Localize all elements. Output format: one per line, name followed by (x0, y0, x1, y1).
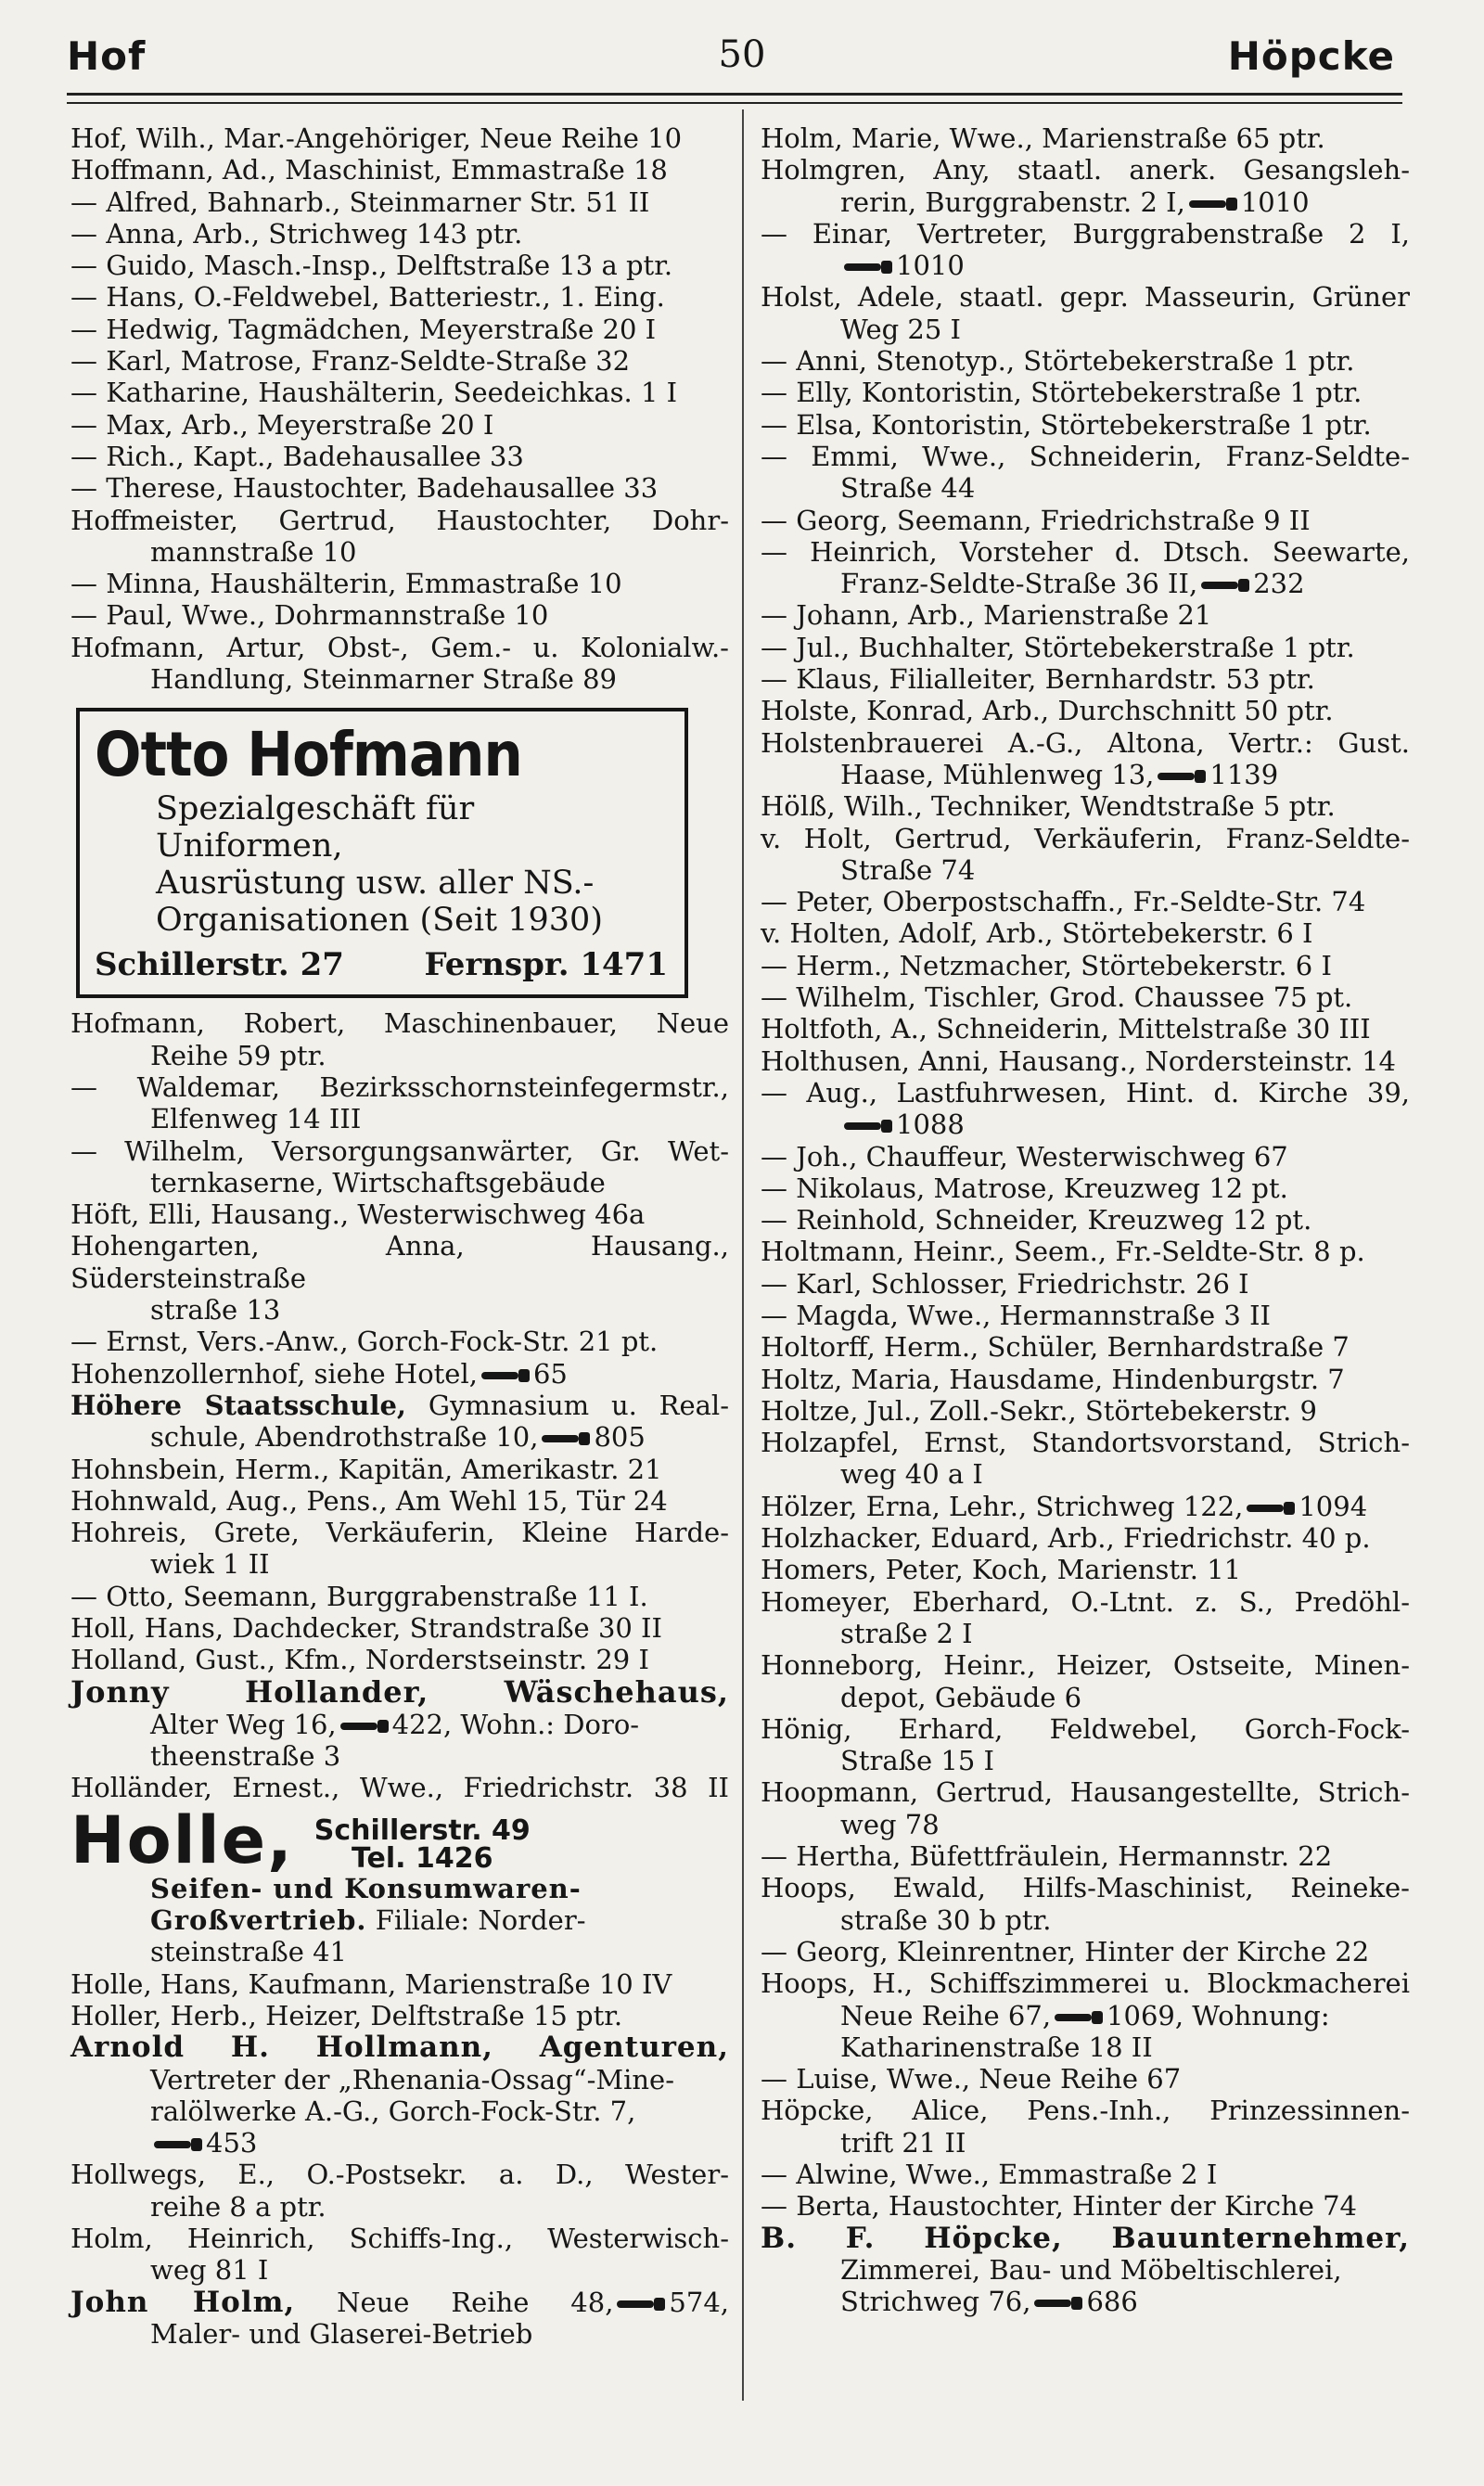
entry-text: Hoopmann, Gertrud, Hausangestellte, Strich- (761, 1776, 1410, 1809)
entry-continuation (70, 1103, 729, 1134)
entry-text: Holl, Hans, Dachdecker, Strandstraße 30 II (70, 1611, 662, 1644)
entry-text: — Paul, Wwe., Dohrmannstraße 10 (70, 599, 549, 632)
directory-entry (70, 1071, 729, 1103)
entry-hoepcke-bau (761, 2223, 1410, 2254)
entry-continuation: Vertreter der „Rhenania-Ossag“-Mine- (150, 2063, 675, 2095)
entry-continuation: ralölwerke A.-G., Gorch-Fock-Str. 7, (150, 2095, 636, 2127)
directory-entry (761, 1013, 1410, 1044)
entry-text: — Anni, Stenotyp., Störtebekerstraße 1 ptr. (761, 345, 1355, 378)
entry-continuation (70, 663, 729, 695)
entry-text: — Elly, Kontoristin, Störtebekerstraße 1 ptr. (761, 377, 1362, 409)
directory-entry (761, 886, 1410, 917)
directory-entry (70, 218, 729, 250)
directory-entry (761, 950, 1410, 981)
entry-text: ternkaserne, Wirtschaftsgebäude (150, 1166, 606, 1198)
entry-text: weg 78 (840, 1808, 940, 1840)
entry-continuation (70, 2254, 729, 2286)
entry-text: — Einar, Vertreter, Burggrabenstraße 2 I, (761, 217, 1410, 250)
directory-entry (70, 377, 729, 408)
entry-name: Jonny Hollander, Wäschehaus, (70, 1673, 729, 1710)
entry-text: — Max, Arb., Meyerstraße 20 I (70, 408, 494, 441)
directory-entry (70, 599, 729, 631)
telephone-icon (617, 2298, 665, 2311)
entry-text: Gymnasium u. Real- (406, 1389, 729, 1421)
entry-text: — Jul., Buchhalter, Störtebekerstraße 1 ptr. (761, 631, 1355, 663)
entry-continuation: Zimmerei, Bau- und Möbeltischlerei, (840, 2253, 1342, 2286)
telephone-icon (154, 2138, 202, 2151)
telephone-icon (481, 1369, 530, 1382)
entry-continuation (761, 759, 1410, 790)
entry-text: Straße 44 (840, 472, 976, 505)
phone-number: 1069, Wohnung: (1107, 1999, 1330, 2031)
directory-entry (70, 1390, 729, 1421)
directory-entry (761, 2095, 1410, 2126)
entry-text: v. Holten, Adolf, Arb., Störtebekerstr. 6 I (761, 917, 1313, 950)
entry-text: Franz-Seldte-Straße 36 II, (840, 568, 1198, 600)
entry-continuation (70, 1709, 729, 1740)
entry-text: — Therese, Haustochter, Badehausallee 33 (70, 472, 659, 505)
ad-footer (95, 946, 668, 983)
entry-text: Holtorff, Herm., Schüler, Bernhardstraße 7 (761, 1331, 1350, 1364)
entry-text: weg 81 I (150, 2254, 269, 2287)
directory-entry (761, 218, 1410, 250)
entry-text: Hohengarten, Anna, Hausang., Südersteinstraße (70, 1230, 729, 1294)
entry-text: — Herm., Netzmacher, Störtebekerstr. 6 I (761, 949, 1332, 981)
entry-continuation (761, 472, 1410, 504)
directory-entry (70, 154, 729, 186)
entry-text: Holmgren, Any, staatl. anerk. Gesangsleh- (761, 154, 1410, 186)
entry-name: Höhere Staatsschule, (70, 1389, 407, 1421)
entry-text: weg 40 a I (840, 1458, 983, 1491)
directory-entry (70, 314, 729, 345)
directory-entry (70, 1517, 729, 1548)
entry-text: — Luise, Wwe., Neue Reihe 67 (761, 2063, 1182, 2095)
entry-text: Handlung, Steinmarner Straße 89 (150, 663, 617, 696)
entry-text: Holler, Herb., Heizer, Delftstraße 15 ptr. (70, 1999, 623, 2031)
directory-entry (761, 1173, 1410, 1204)
entry-continuation (70, 1167, 729, 1198)
entry-text: Hohnsbein, Herm., Kapitän, Amerikastr. 21 (70, 1453, 662, 1485)
directory-entry (761, 1522, 1410, 1554)
phone-number: 232 (1253, 568, 1305, 600)
ad-title: Otto Hofmann (95, 719, 522, 791)
entry-text: Holzapfel, Ernst, Standortsvorstand, Strich- (761, 1427, 1410, 1459)
entry-text: Hofmann, Robert, Maschinenbauer, Neue (70, 1007, 729, 1040)
header-rule-2 (67, 102, 1402, 104)
directory-entry (761, 1204, 1410, 1236)
entry-continuation (761, 2031, 1410, 2063)
entry-text: Holstenbrauerei A.-G., Altona, Vertr.: Gust. (761, 726, 1410, 759)
ad-holle-line: steinstraße 41 (150, 1936, 347, 1968)
entry-continuation (70, 536, 729, 568)
entry-text: Straße 15 I (840, 1745, 994, 1777)
ad-holle-phone: Tel. 1426 (352, 1841, 493, 1875)
entry-name: Arnold H. Hollmann, Agenturen, (70, 2031, 729, 2065)
entry-text: Höpcke, Alice, Pens.-Inh., Prinzessinnen- (761, 2095, 1410, 2127)
ad-address: Schillerstr. 27 (95, 946, 344, 984)
entry-text: — Wilhelm, Versorgungsanwärter, Gr. Wet- (70, 1134, 729, 1167)
entry-text: Hoops, Ewald, Hilfs-Maschinist, Reineke- (761, 1872, 1410, 1904)
entry-text: — Guido, Masch.-Insp., Delftstraße 13 a ptr. (70, 250, 673, 282)
entry-continuation (761, 1809, 1410, 1840)
entry-text: schule, Abendrothstraße 10, (150, 1421, 539, 1454)
directory-entry (70, 1135, 729, 1167)
directory-entry (70, 505, 729, 536)
directory-entry (761, 1300, 1410, 1331)
entry-continuation (761, 568, 1410, 599)
entry-text: — Peter, Oberpostschaffn., Fr.-Seldte-Str. 74 (761, 886, 1366, 918)
directory-entry (761, 1395, 1410, 1427)
directory-entry (70, 2223, 729, 2254)
entry-list-3 (70, 1968, 729, 2032)
entry-text: — Katharine, Haushälterin, Seedeichkas. 1 I (70, 377, 678, 409)
directory-entry (761, 1872, 1410, 1903)
header-left: Hof (67, 33, 147, 79)
entry-continuation (761, 1108, 1410, 1140)
telephone-icon (1055, 2011, 1103, 2024)
directory-entry (70, 441, 729, 472)
directory-entry (70, 568, 729, 599)
directory-entry (761, 1427, 1410, 1458)
entry-continuation (70, 2127, 729, 2159)
header-rule (67, 93, 1402, 96)
ad-holle-line (70, 1873, 729, 1904)
entry-continuation (70, 1548, 729, 1580)
directory-entry (70, 186, 729, 218)
directory-entry (761, 727, 1410, 759)
entry-text: Strichweg 76, (840, 2286, 1031, 2318)
entry-hollmann (70, 2031, 729, 2063)
entry-text: Reihe 59 ptr. (150, 1039, 326, 1071)
entry-text: — Otto, Seemann, Burggrabenstraße 11 I. (70, 1580, 648, 1612)
telephone-icon (1034, 2297, 1082, 2310)
page-number: 50 (718, 33, 766, 76)
entry-text: — Joh., Chauffeur, Westerwischweg 67 (761, 1140, 1288, 1173)
entry-text: Höft, Elli, Hausang., Westerwischweg 46a (70, 1198, 646, 1231)
phone-number: 1010 (1240, 186, 1310, 218)
entry-hollander (70, 1673, 729, 1710)
entry-continuation (761, 854, 1410, 886)
entry-list-4 (70, 2159, 729, 2286)
directory-entry (761, 981, 1410, 1013)
entry-text: — Hertha, Büfettfräulein, Hermannstr. 22 (761, 1840, 1333, 1873)
entry-text: Holm, Heinrich, Schiffs-Ing., Westerwisch- (70, 2223, 729, 2255)
entry-continuation (70, 1294, 729, 1326)
directory-entry (761, 1586, 1410, 1618)
ad-holle-line (70, 1904, 729, 1936)
entry-text: Filiale: Norder- (366, 1904, 586, 1937)
directory-entry (70, 1007, 729, 1039)
entry-text: — Anna, Arb., Strichweg 143 ptr. (70, 217, 523, 250)
entry-text: — Heinrich, Vorsteher d. Dtsch. Seewarte, (761, 535, 1410, 568)
phone-number: 1088 (896, 1108, 965, 1141)
entry-text: Hölß, Wilh., Techniker, Wendtstraße 5 ptr. (761, 790, 1336, 823)
directory-entry (70, 1358, 729, 1390)
directory-entry (761, 2190, 1410, 2222)
entry-text: reihe 8 a ptr. (150, 2190, 326, 2223)
phone-number: 805 (594, 1421, 646, 1454)
entry-text: Haase, Mühlenweg 13, (840, 758, 1155, 790)
entry-text: — Karl, Matrose, Franz-Seldte-Straße 32 (70, 345, 631, 378)
entry-text: 453 (206, 2127, 258, 2159)
entry-text: — Ernst, Vers.-Anw., Gorch-Fock-Str. 21 pt. (70, 1326, 659, 1358)
entry-text: Alter Weg 16, (150, 1708, 337, 1740)
telephone-icon (542, 1432, 590, 1445)
left-column (70, 122, 729, 2350)
entry-text: Holm, Marie, Wwe., Marienstraße 65 ptr. (761, 122, 1325, 154)
directory-entry (761, 1649, 1410, 1681)
entry-continuation (761, 1682, 1410, 1713)
directory-entry (761, 1967, 1410, 1999)
directory-entry (761, 409, 1410, 441)
entry-continuation (70, 2191, 729, 2223)
entry-text: straße 13 (150, 1294, 281, 1326)
entry-text: Hoffmann, Ad., Maschinist, Emmastraße 18 (70, 154, 668, 186)
directory-entry (761, 632, 1410, 663)
entry-text: Holzhacker, Eduard, Arb., Friedrichstr. 40 p. (761, 1522, 1371, 1555)
right-column (761, 122, 1410, 2317)
ad-otto-hofmann (76, 708, 688, 998)
directory-entry (761, 599, 1410, 631)
directory-entry (70, 1612, 729, 1644)
directory-entry (761, 1141, 1410, 1173)
directory-entry (761, 1236, 1410, 1267)
entry-text: — Elsa, Kontoristin, Störtebekerstraße 1 ptr. (761, 408, 1372, 441)
directory-entry (70, 1326, 729, 1357)
directory-entry (761, 505, 1410, 536)
directory-entry (70, 1485, 729, 1517)
phone-number: 1139 (1209, 758, 1279, 790)
entry-text: — Magda, Wwe., Hermannstraße 3 II (761, 1299, 1271, 1331)
entry-text: v. Holt, Gertrud, Verkäuferin, Franz-Seldte- (761, 822, 1410, 854)
entry-text: Seifen- und Konsumwaren- (150, 1872, 582, 1904)
entry-text: trift 21 II (840, 2126, 966, 2159)
directory-entry (761, 1713, 1410, 1745)
entry-text: Holtze, Jul., Zoll.-Sekr., Störtebekerstr. 9 (761, 1394, 1317, 1427)
entry-text: — Aug., Lastfuhrwesen, Hint. d. Kirche 39, (761, 1076, 1410, 1108)
directory-entry (70, 409, 729, 441)
directory-entry (70, 1198, 729, 1230)
entry-text: 422, Wohn.: Doro- (391, 1708, 640, 1740)
entry-text: — Nikolaus, Matrose, Kreuzweg 12 pt. (761, 1172, 1288, 1204)
column-separator (742, 109, 744, 2401)
entry-text: Hohnwald, Aug., Pens., Am Wehl 15, Tür 24 (70, 1484, 668, 1517)
directory-entry (761, 2159, 1410, 2190)
directory-entry (761, 122, 1410, 154)
directory-entry (761, 1491, 1410, 1522)
directory-entry (70, 345, 729, 377)
directory-entry (761, 536, 1410, 568)
directory-entry (761, 1936, 1410, 1967)
directory-entry (761, 441, 1410, 472)
entry-text: — Klaus, Filialleiter, Bernhardstr. 53 ptr. (761, 663, 1315, 696)
directory-entry (761, 281, 1410, 313)
entry-text: — Johann, Arb., Marienstraße 21 (761, 599, 1212, 632)
entry-continuation: theenstraße 3 (150, 1740, 341, 1773)
entry-text: — Waldemar, Bezirksschornsteinfegermstr., (70, 1070, 729, 1103)
telephone-icon (844, 261, 892, 274)
ad-line: Ausrüstung usw. aller NS.- (156, 865, 595, 903)
directory-entry (761, 1364, 1410, 1395)
telephone-icon (1158, 770, 1206, 783)
ad-phone: Fernspr. 1471 (424, 946, 668, 984)
directory-entry (70, 250, 729, 281)
directory-entry (70, 122, 729, 154)
entry-text: — Alwine, Wwe., Emmastraße 2 I (761, 2159, 1218, 2190)
entry-text: Hoops, H., Schiffszimmerei u. Blockmacherei (761, 1967, 1410, 2000)
entry-text: — Karl, Schlosser, Friedrichstr. 26 I (761, 1267, 1249, 1300)
entry-text: Holland, Gust., Kfm., Norderstseinstr. 29 I (70, 1644, 649, 1676)
telephone-icon (844, 1120, 892, 1133)
entry-hollaender: Holländer, Ernest., Wwe., Friedrichstr. 38 II (70, 1772, 729, 1804)
directory-entry (761, 1045, 1410, 1077)
telephone-icon (1201, 579, 1249, 592)
entry-text: Großvertrieb. (150, 1904, 367, 1937)
telephone-icon (1189, 198, 1237, 211)
entry-list-1 (70, 122, 729, 695)
entry-text: mannstraße 10 (150, 535, 357, 568)
entry-text: rerin, Burggrabenstr. 2 I, (840, 186, 1185, 218)
entry-text: Neue Reihe 48, (295, 2286, 614, 2318)
entry-text: Hölzer, Erna, Lehr., Strichweg 122, (761, 1490, 1244, 1522)
entry-text: Elfenweg 14 III (150, 1103, 362, 1135)
directory-entry (70, 1230, 729, 1294)
phone-number: 1094 (1298, 1490, 1368, 1522)
entry-text: Homers, Peter, Koch, Marienstr. 11 (761, 1554, 1242, 1586)
phone-number: 65 (532, 1357, 568, 1390)
directory-entry (761, 823, 1410, 854)
entry-text: Holle, Hans, Kaufmann, Marienstraße 10 IV (70, 1967, 672, 2000)
entry-name: B. F. Höpcke, Bauunternehmer, (761, 2221, 1410, 2255)
entry-text: Hollwegs, E., O.-Postsekr. a. D., Wester- (70, 2159, 729, 2191)
entry-name: John Holm, (70, 2285, 296, 2319)
directory-entry (70, 1644, 729, 1675)
directory-entry (761, 1077, 1410, 1108)
entry-list-right (761, 122, 1410, 2223)
telephone-icon (340, 1720, 389, 1733)
directory-entry (761, 154, 1410, 186)
ad-holle (70, 1801, 729, 1968)
entry-text: straße 2 I (840, 1617, 973, 1649)
entry-text: — Berta, Haustochter, Hinter der Kirche 74 (761, 2190, 1357, 2223)
directory-entry (761, 695, 1410, 726)
entry-continuation (761, 2127, 1410, 2159)
entry-text: — Wilhelm, Tischler, Grod. Chaussee 75 pt. (761, 981, 1353, 1014)
entry-text: Neue Reihe 67, (840, 1999, 1052, 2031)
directory-entry (70, 281, 729, 313)
directory-entry (70, 1581, 729, 1612)
directory-entry (70, 472, 729, 504)
directory-entry (761, 1840, 1410, 1872)
entry-continuation (70, 1040, 729, 1071)
directory-entry (70, 1968, 729, 2000)
directory-entry (761, 2063, 1410, 2095)
entry-text: — Hans, O.-Feldwebel, Batteriestr., 1. Eing. (70, 281, 665, 314)
entry-text: Hofmann, Artur, Obst-, Gem.- u. Kolonialw.- (70, 631, 729, 663)
directory-entry (761, 917, 1410, 949)
entry-continuation (761, 2000, 1410, 2031)
entry-text: Katharinenstraße 18 II (840, 2031, 1153, 2063)
entry-text: Holst, Adele, staatl. gepr. Masseurin, Grüner (761, 281, 1410, 314)
entry-text: Hoffmeister, Gertrud, Haustochter, Dohr- (70, 504, 729, 536)
directory-entry (761, 1331, 1410, 1363)
entry-text: — Alfred, Bahnarb., Steinmarner Str. 51 II (70, 186, 650, 218)
entry-text: — Georg, Seemann, Friedrichstraße 9 II (761, 504, 1311, 536)
entry-continuation (70, 1421, 729, 1453)
directory-entry (761, 377, 1410, 408)
entry-continuation (761, 2286, 1410, 2317)
entry-text: Honneborg, Heinr., Heizer, Ostseite, Minen- (761, 1649, 1410, 1682)
directory-entry (761, 663, 1410, 695)
entry-text: straße 30 b ptr. (840, 1903, 1052, 1936)
entry-text: — Minna, Haushälterin, Emmastraße 10 (70, 568, 622, 600)
directory-entry (761, 1268, 1410, 1300)
entry-text: 574, (669, 2286, 729, 2318)
entry-text: Holtz, Maria, Hausdame, Hindenburgstr. 7 (761, 1363, 1345, 1395)
ad-line: Spezialgeschäft für Uniformen, (156, 790, 475, 865)
directory-entry (761, 790, 1410, 822)
entry-text: Holste, Konrad, Arb., Durchschnitt 50 ptr. (761, 695, 1334, 727)
directory-entry (761, 345, 1410, 377)
ad-holle-address: Schillerstr. 49 (313, 1813, 531, 1847)
entry-text: Hohreis, Grete, Verkäuferin, Kleine Harde- (70, 1517, 729, 1549)
entry-text: Holtfoth, A., Schneiderin, Mittelstraße 30 III (761, 1013, 1371, 1045)
ad-line: Organisationen (Seit 1930) (156, 902, 603, 940)
entry-continuation (761, 1745, 1410, 1776)
entry-text: Hohenzollernhof, siehe Hotel, (70, 1357, 478, 1390)
header-right: Höpcke (1227, 33, 1395, 79)
entry-continuation (761, 1618, 1410, 1649)
entry-text: Holtmann, Heinr., Seem., Fr.-Seldte-Str. 8 p. (761, 1236, 1365, 1268)
ad-holle-contact (313, 1813, 531, 1875)
entry-text: — Reinhold, Schneider, Kreuzweg 12 pt. (761, 1204, 1312, 1237)
entry-continuation: Maler- und Glaserei-Betrieb (150, 2317, 533, 2350)
entry-text: depot, Gebäude 6 (840, 1681, 1082, 1713)
directory-entry (70, 1454, 729, 1485)
entry-text: — Emmi, Wwe., Schneiderin, Franz-Seldte- (761, 440, 1410, 472)
entry-text: Holthusen, Anni, Hausang., Nordersteinstr. 14 (761, 1044, 1397, 1077)
entry-list-2 (70, 1007, 729, 1675)
ad-holle-name: Holle, (70, 1801, 294, 1878)
entry-john-holm (70, 2287, 729, 2318)
entry-continuation (761, 186, 1410, 218)
entry-text: wiek 1 II (150, 1548, 270, 1581)
entry-continuation (761, 314, 1410, 345)
telephone-icon (1247, 1502, 1295, 1515)
directory-entry (70, 632, 729, 663)
directory-entry (70, 2159, 729, 2190)
directory-entry (761, 1776, 1410, 1808)
entry-continuation (761, 1458, 1410, 1490)
entry-continuation (761, 250, 1410, 281)
directory-entry (70, 2000, 729, 2031)
entry-text: Straße 74 (840, 853, 976, 886)
entry-text: Hof, Wilh., Mar.-Angehöriger, Neue Reihe 10 (70, 122, 683, 154)
entry-continuation (761, 1904, 1410, 1936)
entry-text: 686 (1086, 2286, 1138, 2318)
entry-text: Homeyer, Eberhard, O.-Ltnt. z. S., Predöhl- (761, 1585, 1410, 1618)
phone-number: 1010 (896, 250, 965, 282)
entry-text: — Georg, Kleinrentner, Hinter der Kirche 22 (761, 1935, 1370, 1967)
ad-holle-row (70, 1801, 729, 1878)
entry-text: — Rich., Kapt., Badehausallee 33 (70, 440, 524, 472)
directory-entry (761, 1554, 1410, 1585)
entry-text: Hönig, Erhard, Feldwebel, Gorch-Fock- (761, 1712, 1410, 1745)
entry-text: — Hedwig, Tagmädchen, Meyerstraße 20 I (70, 313, 657, 345)
entry-text: Weg 25 I (840, 313, 961, 345)
